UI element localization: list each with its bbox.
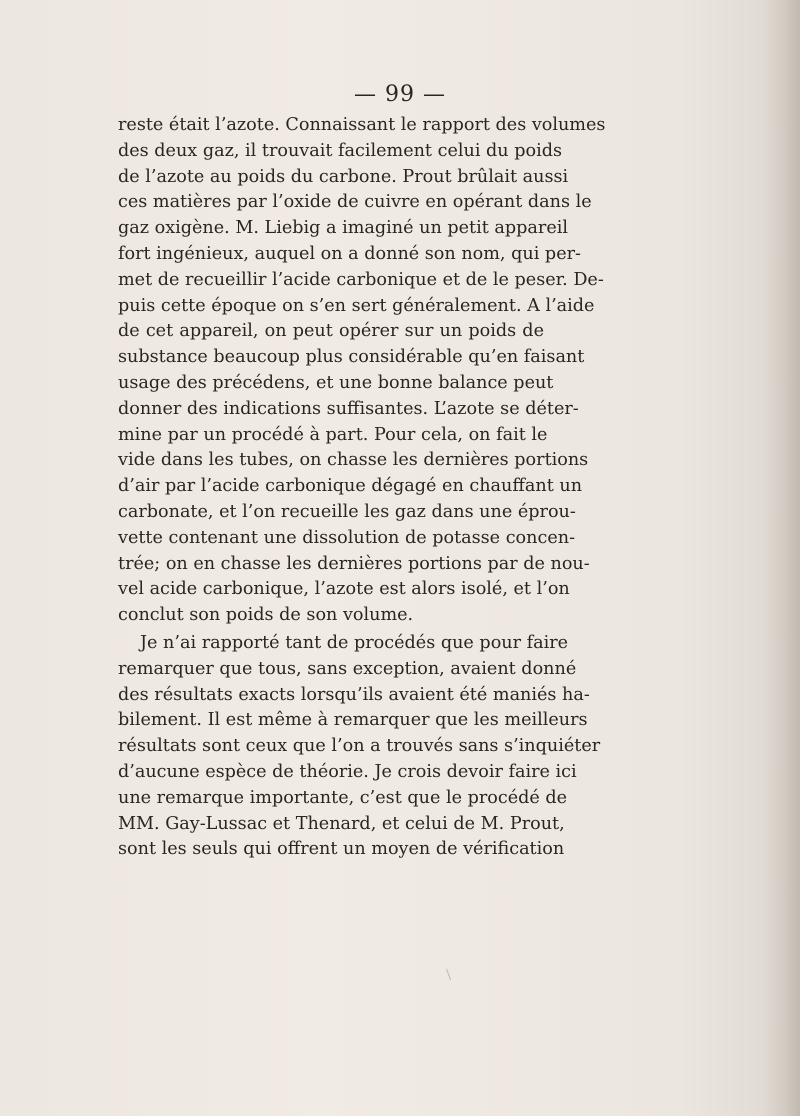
text-line: des résultats exacts lorsqu’ils avaient été maniés ha- <box>118 684 590 705</box>
text-line: gaz oxigène. M. Liebig a imaginé un petit appareil <box>118 218 568 239</box>
text-line: bilement. Il est même à remarquer que les meilleurs <box>118 710 588 731</box>
text-line: remarquer que tous, sans exception, avaient donné <box>118 658 577 679</box>
text-line: d’air par l’acide carbonique dégagé en chauffant un <box>118 476 583 497</box>
text-line: reste était l’azote. Connaissant le rapport des volumes <box>118 115 606 135</box>
paragraph-2 <box>118 631 601 863</box>
text-line: vette contenant une dissolution de potasse concen- <box>118 527 576 548</box>
text-line: de cet appareil, on peut opérer sur un poids de <box>118 321 544 342</box>
text-line: usage des précédens, et une bonne balance peut <box>118 372 554 393</box>
text-line: une remarque importante, c’est que le procédé de <box>118 787 568 808</box>
text-line: vel acide carbonique, l’azote est alors isolé, et l’on <box>118 579 570 600</box>
text-line: Je n’ai rapporté tant de procédés que pour faire <box>140 632 569 653</box>
paragraph-1 <box>118 113 606 629</box>
text-line: sont les seuls qui offrent un moyen de vérification <box>118 839 565 860</box>
stray-ink-mark <box>446 968 454 981</box>
text-line: mine par un procédé à part. Pour cela, on fait le <box>118 424 548 445</box>
text-line: met de recueillir l’acide carbonique et de le peser. De- <box>118 269 604 290</box>
text-line: trée; on en chasse les dernières portions par de nou- <box>118 553 590 574</box>
text-line: vide dans les tubes, on chasse les dernières portions <box>118 450 589 471</box>
body-text <box>118 113 606 863</box>
page-number: — 99 — <box>354 82 446 107</box>
text-line: carbonate, et l’on recueille les gaz dans une éprou- <box>118 501 576 522</box>
page-edge-shadow <box>762 0 800 1116</box>
text-line: fort ingénieux, auquel on a donné son nom, qui per- <box>118 243 581 264</box>
text-line: donner des indications suffisantes. L’azote se déter- <box>118 398 579 419</box>
text-line: substance beaucoup plus considérable qu’en faisant <box>118 347 585 368</box>
text-line: d’aucune espèce de théorie. Je crois devoir faire ici <box>118 761 577 782</box>
text-line: des deux gaz, il trouvait facilement celui du poids <box>118 140 563 161</box>
text-line: résultats sont ceux que l’on a trouvés sans s’inquiéter <box>118 736 601 757</box>
text-line: MM. Gay-Lussac et Thenard, et celui de M. Prout, <box>118 813 565 834</box>
text-line: de l’azote au poids du carbone. Prout brûlait aussi <box>118 166 569 187</box>
text-line: ces matières par l’oxide de cuivre en opérant dans le <box>118 192 592 213</box>
text-line: conclut son poids de son volume. <box>118 605 414 626</box>
text-line: puis cette époque on s’en sert généralement. A l’aide <box>118 295 595 316</box>
